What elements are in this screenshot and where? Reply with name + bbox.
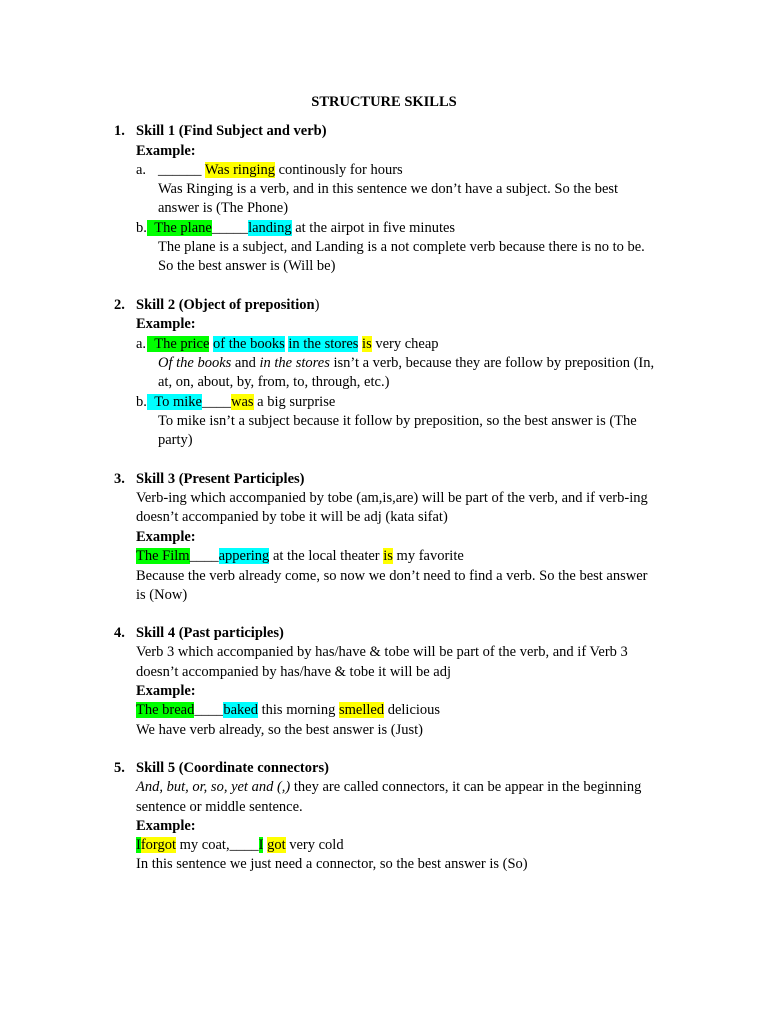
- skill-4-heading: Skill 4 (Past participles): [136, 625, 284, 641]
- sentence-rest: at the airpot in five minutes: [295, 220, 456, 236]
- skill-1-item-a-label: a.: [136, 162, 147, 178]
- skill-3-description-2: doesn’t accompanied by tobe it will be adj (kata sifat): [136, 509, 448, 525]
- skill-3-heading: Skill 3 (Present Participles): [136, 471, 305, 487]
- skill-2-item-b-explanation-2: party): [158, 432, 193, 448]
- verb-highlight: was: [230, 394, 254, 410]
- verb-highlight: Was ringing: [204, 162, 275, 178]
- blank: ____: [229, 837, 259, 853]
- skill-1-item-b-explanation-2: So the best answer is (Will be): [158, 258, 336, 274]
- prep-object-highlight-2: in the stores: [288, 336, 359, 352]
- sentence-rest: very cold: [289, 837, 344, 853]
- skill-2-item-b-explanation-1: To mike isn’t a subject because it follow by preposition, so the best answer is (The: [158, 413, 637, 429]
- skill-2-heading-close: ): [314, 297, 320, 313]
- connector-list: And, but, or, so, yet and (,): [136, 779, 291, 795]
- skill-1-item-a-explanation-1: Was Ringing is a verb, and in this sentence we don’t have a subject. So the best: [158, 181, 619, 197]
- skill-2-example-label: Example:: [136, 316, 196, 332]
- blank: ____: [201, 394, 231, 410]
- skill-4-explanation-1: We have verb already, so the best answer is (Just): [136, 722, 423, 738]
- participle-highlight: baked: [223, 702, 258, 718]
- skill-2-item-b-label: b.: [136, 394, 147, 410]
- skill-5-example-sentence: [136, 836, 344, 855]
- skill-2-number: 2.: [114, 297, 125, 313]
- skill-5-description-2: sentence or middle sentence.: [136, 799, 303, 815]
- skill-2-item-b-sentence: [147, 393, 335, 412]
- blank: ____: [194, 702, 224, 718]
- sentence-rest: my favorite: [396, 548, 464, 564]
- verb-highlight: smelled: [338, 702, 385, 718]
- subject-text: The plane: [154, 220, 212, 236]
- sentence-rest: a big surprise: [257, 394, 336, 410]
- italic-phrase-1: Of the books: [158, 355, 232, 371]
- prep-object-highlight: [147, 394, 202, 410]
- sentence-rest: continously for hours: [278, 162, 403, 178]
- skill-3-explanation-2: is (Now): [136, 587, 188, 603]
- sentence-middle: this morning: [261, 702, 336, 718]
- skill-5-description-1: [136, 778, 641, 797]
- skill-4-description-1: Verb 3 which accompanied by has/have & tobe will be part of the verb, and if Verb 3: [136, 644, 628, 660]
- skill-2-item-a-label: a.: [136, 336, 147, 352]
- subject-highlight: [147, 220, 212, 236]
- skill-1-item-a-sentence: [158, 161, 403, 180]
- skill-3-number: 3.: [114, 471, 125, 487]
- skill-2-heading: [136, 296, 319, 315]
- subject-highlight: [147, 336, 209, 352]
- subject-highlight: The Film: [136, 548, 190, 564]
- skill-1-item-b-label: b.: [136, 220, 147, 236]
- verb-highlight-1: forgot: [140, 837, 177, 853]
- prep-object-highlight-1: of the books: [213, 336, 285, 352]
- blank: ____: [189, 548, 219, 564]
- skill-1-heading: Skill 1 (Find Subject and verb): [136, 123, 327, 139]
- verb-highlight-2: got: [267, 837, 286, 853]
- skill-2-heading-text: Skill 2 (Object of preposition: [136, 297, 315, 313]
- explanation-rest: isn’t a verb, because they are follow by preposition (In,: [329, 355, 655, 371]
- skill-3-explanation-1: Because the verb already come, so now we don’t need to find a verb. So the best answer: [136, 568, 648, 584]
- skill-4-number: 4.: [114, 625, 125, 641]
- skill-3-description-1: Verb-ing which accompanied by tobe (am,is,are) will be part of the verb, and if verb-ing: [136, 490, 648, 506]
- skill-3-example-label: Example:: [136, 529, 196, 545]
- skill-5-heading: Skill 5 (Coordinate connectors): [136, 760, 329, 776]
- sentence-rest: delicious: [387, 702, 441, 718]
- participle-highlight: landing: [248, 220, 292, 236]
- skill-1-example-label: Example:: [136, 143, 196, 159]
- sentence-middle: at the local theater: [272, 548, 380, 564]
- skill-1-number: 1.: [114, 123, 125, 139]
- skill-3-example-sentence: [136, 547, 464, 566]
- skill-1-item-b-sentence: [147, 219, 455, 238]
- skill-4-description-2: doesn’t accompanied by has/have & tobe it will be adj: [136, 664, 452, 680]
- description-rest: they are called connectors, it can be appear in the beginning: [290, 779, 642, 795]
- skill-5-explanation-1: In this sentence we just need a connector, so the best answer is (So): [136, 856, 528, 872]
- skill-1-item-a-explanation-2: answer is (The Phone): [158, 200, 289, 216]
- subject-highlight-1: I: [136, 837, 141, 853]
- blank: ______: [158, 162, 202, 178]
- skill-2-item-a-explanation-2: at, on, about, by, from, to, through, etc.): [158, 374, 390, 390]
- skill-5-example-label: Example:: [136, 818, 196, 834]
- verb-highlight: is: [362, 336, 372, 352]
- italic-phrase-2: in the stores: [259, 355, 330, 371]
- verb-highlight: is: [383, 548, 393, 564]
- subject-highlight: The bread: [136, 702, 195, 718]
- blank: _____: [211, 220, 249, 236]
- page-title: STRUCTURE SKILLS: [311, 94, 457, 110]
- participle-highlight: appering: [218, 548, 270, 564]
- object-text: To mike: [154, 394, 202, 410]
- sentence-middle: my coat,: [179, 837, 230, 853]
- subject-text: The price: [154, 336, 210, 352]
- connector-text: and: [231, 355, 260, 371]
- skill-5-number: 5.: [114, 760, 125, 776]
- skill-2-item-a-sentence: [147, 335, 439, 354]
- skill-1-item-b-explanation-1: The plane is a subject, and Landing is a not complete verb because there is no to be.: [158, 239, 645, 255]
- skill-4-example-label: Example:: [136, 683, 196, 699]
- skill-2-item-a-explanation-1: [158, 354, 654, 373]
- skill-4-example-sentence: [136, 701, 440, 720]
- sentence-rest: very cheap: [375, 336, 439, 352]
- subject-highlight-2: I: [258, 837, 264, 853]
